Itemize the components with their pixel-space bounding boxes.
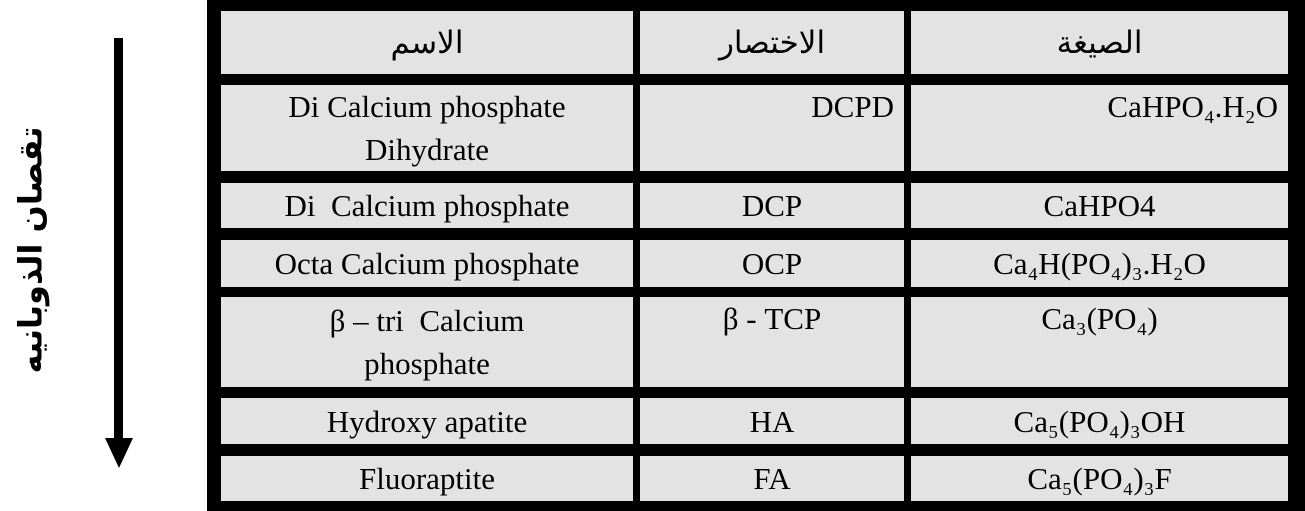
solubility-decrease-label: [2, 100, 58, 400]
row-1-name: Di Calcium phosphate Dihydrate: [221, 85, 633, 171]
down-arrow-icon: [105, 438, 133, 468]
down-arrow-shaft: [114, 38, 123, 440]
row-4-formula: Ca₃(PO₄): [911, 297, 1288, 387]
row-1-abbreviation: DCPD: [640, 85, 904, 171]
header-abbreviation: الاختصار: [640, 11, 904, 74]
header-formula: الصيغة: [911, 11, 1288, 74]
row-5-formula: Ca₅(PO₄)₃OH: [911, 398, 1288, 444]
row-2-abbreviation: DCP: [640, 183, 904, 228]
solubility-decrease-label-text: تقصان الذوبانيه: [11, 126, 50, 374]
row-5-abbreviation: HA: [640, 398, 904, 444]
row-6-abbreviation: FA: [640, 456, 904, 501]
row-1-formula: CaHPO₄.H₂O: [911, 85, 1288, 171]
row-6-name: Fluoraptite: [221, 456, 633, 501]
row-2-formula: CaHPO4: [911, 183, 1288, 228]
row-3-formula: Ca₄H(PO₄)₃.H₂O: [911, 240, 1288, 287]
row-4-name: β – tri Calcium phosphate: [221, 297, 633, 387]
header-name: الاسم: [221, 11, 633, 74]
row-2-name: Di Calcium phosphate: [221, 183, 633, 228]
row-5-name: Hydroxy apatite: [221, 398, 633, 444]
row-3-abbreviation: OCP: [640, 240, 904, 287]
row-4-abbreviation: β - TCP: [640, 297, 904, 387]
row-6-formula: Ca₅(PO₄)₃F: [911, 456, 1288, 501]
row-3-name: Octa Calcium phosphate: [221, 240, 633, 287]
